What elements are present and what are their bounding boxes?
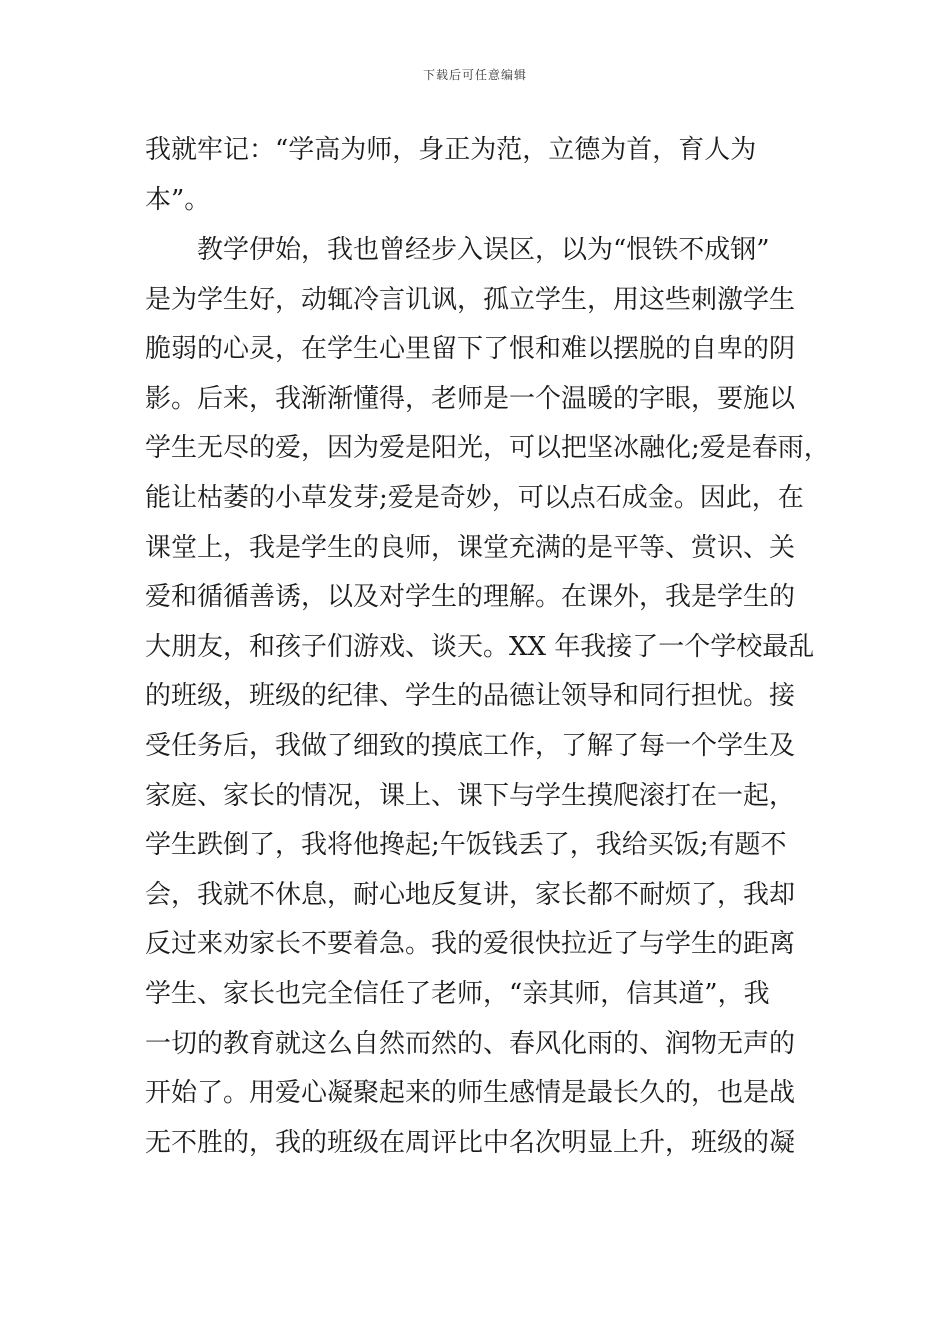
text-line: 会，我就不休息，耐心地反复讲，家长都不耐烦了，我却 bbox=[145, 879, 796, 910]
text-line: 大朋友，和孩子们游戏、谈天。XX 年我接了一个学校最乱 bbox=[145, 631, 815, 662]
text-line: 我就牢记：“学高为师，身正为范，立德为首，育人为 bbox=[145, 135, 757, 165]
text-line: 家庭、家长的情况，课上、课下与学生摸爬滚打在一起， bbox=[145, 780, 796, 811]
text-line: 学生无尽的爱，因为爱是阳光，可以把坚冰融化;爱是春雨， bbox=[145, 433, 830, 464]
page-header: 下载后可任意编辑 bbox=[422, 68, 527, 82]
paragraph-2 bbox=[145, 226, 835, 1168]
text-line: 能让枯萎的小草发芽;爱是奇妙，可以点石成金。因此，在 bbox=[145, 482, 804, 513]
text-line: 一切的教育就这么自然而然的、春风化雨的、润物无声的 bbox=[145, 1028, 796, 1059]
text-line: 影。后来，我渐渐懂得，老师是一个温暖的字眼，要施以 bbox=[145, 383, 796, 414]
text-line: 是为学生好，动辄冷言讥讽，孤立学生，用这些刺激学生 bbox=[145, 284, 796, 315]
text-line: 的班级，班级的纪律、学生的品德让领导和同行担忧。接 bbox=[145, 681, 796, 712]
text-line: 爱和循循善诱，以及对学生的理解。在课外，我是学生的 bbox=[145, 582, 796, 613]
text-line: 受任务后，我做了细致的摸底工作，了解了每一个学生及 bbox=[145, 730, 796, 761]
paragraph-1 bbox=[145, 126, 835, 225]
text-line: 教学伊始，我也曾经步入误区，以为“恨铁不成钢” bbox=[197, 235, 770, 265]
text-line: 课堂上，我是学生的良师，课堂充满的是平等、赏识、关 bbox=[145, 532, 796, 563]
text-line: 无不胜的，我的班级在周评比中名次明显上升，班级的凝 bbox=[145, 1127, 796, 1158]
text-line: 学生、家长也完全信任了老师，“亲其师，信其道”，我 bbox=[145, 978, 770, 1009]
text-line: 本”。 bbox=[145, 184, 211, 215]
text-line: 开始了。用爱心凝聚起来的师生感情是最长久的，也是战 bbox=[145, 1078, 796, 1109]
text-line: 学生跌倒了，我将他搀起;午饭钱丢了，我给买饭;有题不 bbox=[145, 830, 787, 861]
text-line: 脆弱的心灵，在学生心里留下了恨和难以摆脱的自卑的阴 bbox=[145, 334, 796, 365]
text-line: 反过来劝家长不要着急。我的爱很快拉近了与学生的距离 bbox=[145, 929, 796, 960]
